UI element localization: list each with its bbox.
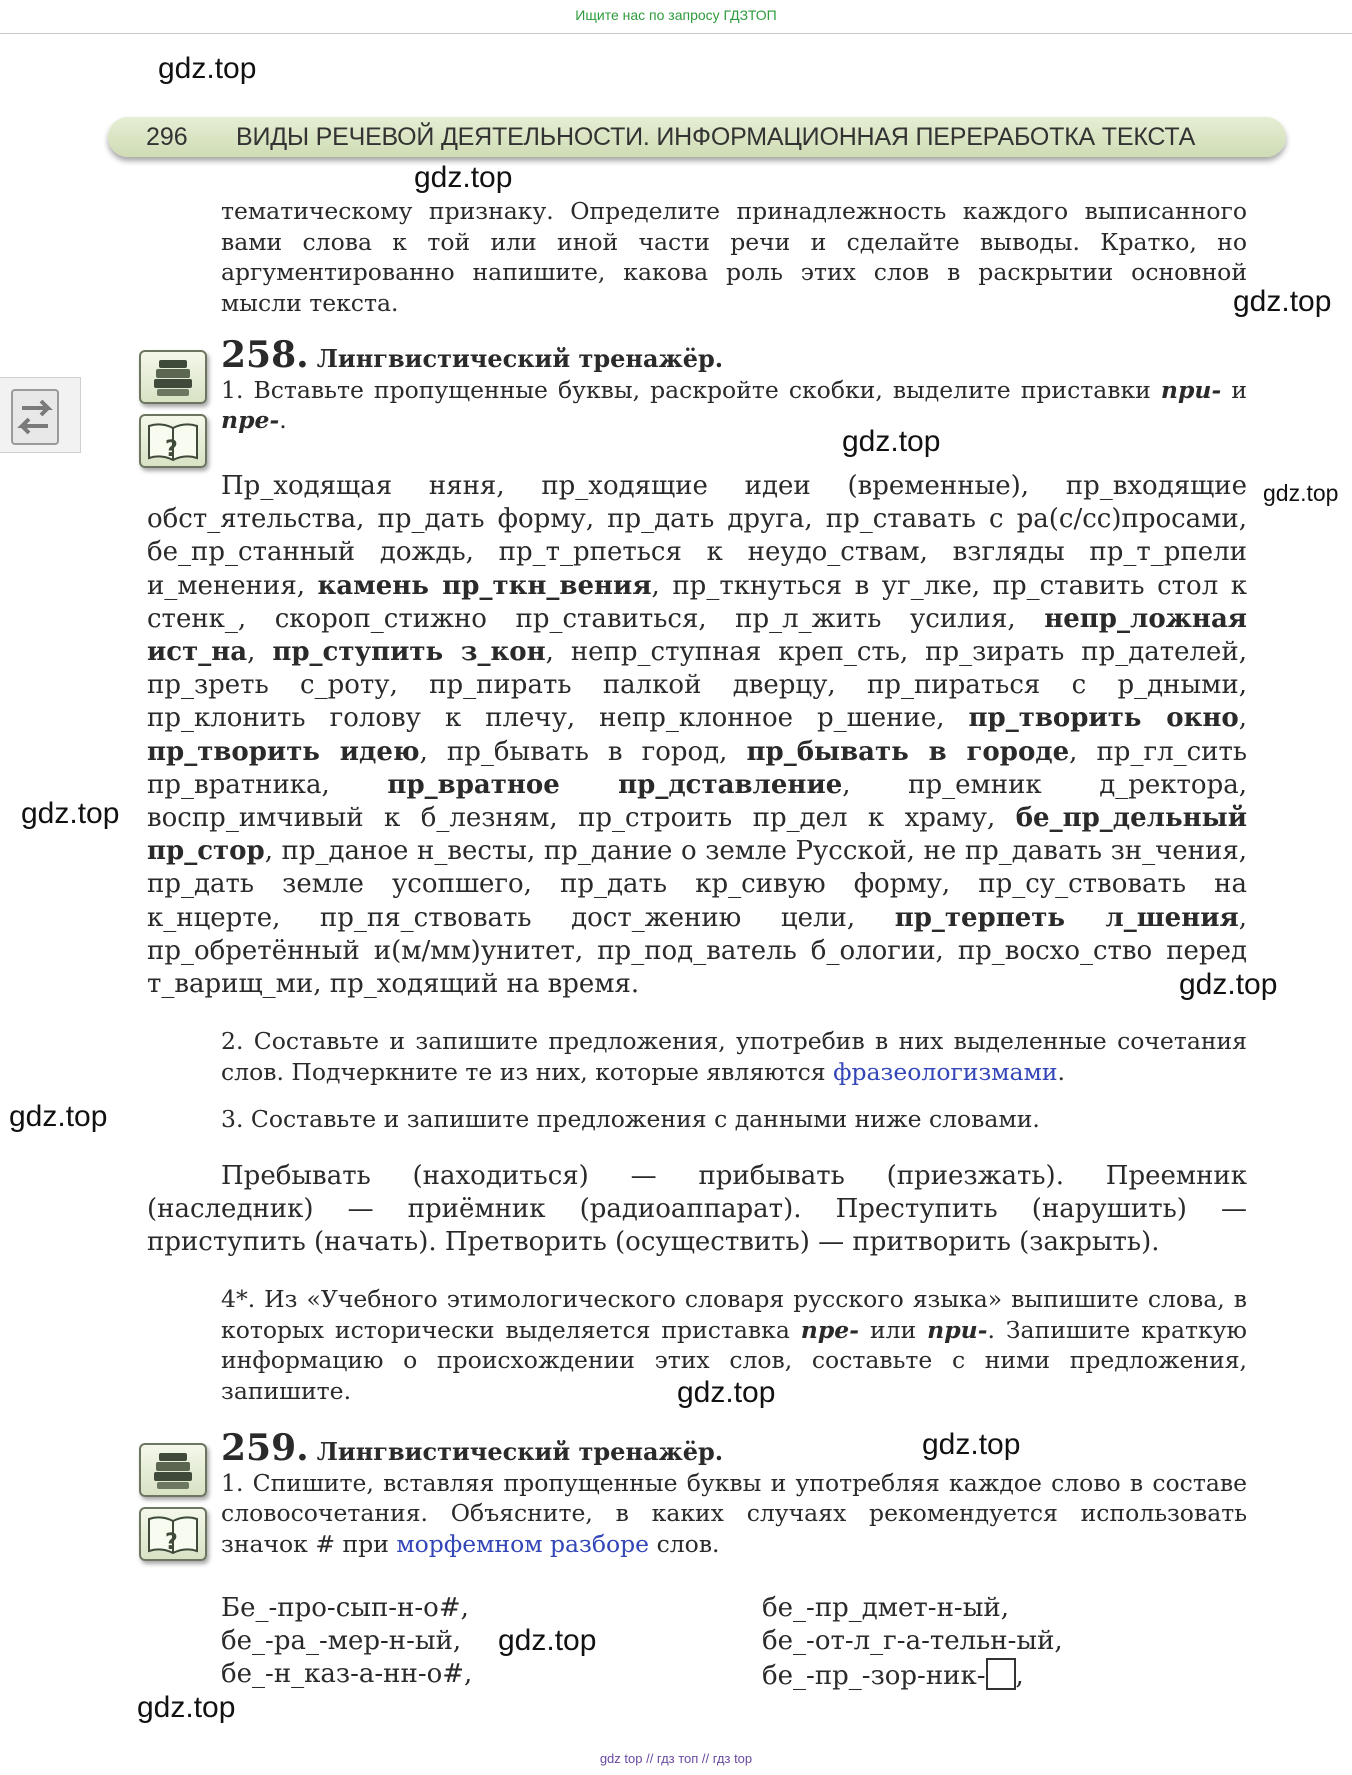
exercise-258-task1: 1. Вставьте пропущенные буквы, раскройте скобки, выделите приставки (221, 375, 1151, 404)
word-pairs-paragraph: Пребывать (находиться) — прибывать (приезжать). Преемник (наследник) — приёмник (радиоаппарат). Преступить (нарушить) — приступить (начать). Претворить (осуществить) — притворить (закрыть). (147, 1161, 1247, 1258)
word-right-3-line (762, 1658, 1024, 1693)
task4-text: 4*. Из «Учебного этимологического словаря русского языка» выпишите слова, в которых исторически выделяется приставка (221, 1285, 1247, 1344)
word-right-3-end: , (1015, 1661, 1024, 1691)
task2-end: . (1057, 1057, 1065, 1086)
body-text: , (247, 637, 256, 668)
highlighted-phrase: пр_творить окно (968, 703, 1239, 734)
watermark: gdz.top (158, 52, 257, 85)
exercise-258-task3: 3. Составьте и запишите предложения с данными ниже словами. (221, 1105, 1040, 1133)
phraseology-link[interactable]: фразеологизмами (833, 1057, 1058, 1086)
body-text: , пр_даное н_весты, пр_дание о земле Русской, не пр_давать зн_чения, пр_дать земле усопшего, пр_дать кр_сивую форму, пр_су_ствовать на к_нцерте, пр_пя_ствовать дост_жению цели, (147, 836, 1247, 933)
word-right-1: бе_-пр_дмет-н-ый, (762, 1593, 1009, 1623)
body-text: , пр_емник д_ректора, воспр_имчивый к б_лезням, пр_строить пр_дел к храму, (147, 769, 1247, 834)
watermark: gdz.top (1233, 285, 1332, 318)
highlighted-phrase: непр_ложная ист_на (147, 603, 1247, 668)
swap-arrows-icon (8, 386, 68, 446)
task2-text: 2. Составьте и запишите предложения, употребив в них выделенные сочетания слов. Подчеркните те из них, которые являются (221, 1027, 1247, 1086)
watermark: gdz.top (414, 161, 513, 194)
highlighted-phrase: пр_творить идею (147, 736, 420, 767)
task1-end: . (279, 406, 287, 434)
svg-text:?: ? (165, 1530, 178, 1555)
chapter-title: ВИДЫ РЕЧЕВОЙ ДЕЯТЕЛЬНОСТИ. ИНФОРМАЦИОННАЯ ПЕРЕРАБОТКА ТЕКСТА (236, 123, 1196, 151)
watermark: gdz.top (9, 1100, 108, 1133)
word-left-1: Бе_-про-сып-н-о#, (221, 1593, 469, 1623)
exercise-258-title: Лингвистический тренажёр. (316, 344, 724, 373)
page-number: 296 (146, 123, 188, 151)
exercise-258-number: 258. (221, 334, 309, 376)
exercise-259-task1: 1. Спишите, вставляя пропущенные буквы и употребляя каждое слово в составе словосочетания. Объясните, в каких случаях рекомендуется использовать значок # при (221, 1468, 1247, 1558)
highlighted-phrase: пр_вратное пр_дставление (387, 769, 843, 800)
watermark: gdz.top (677, 1376, 776, 1409)
top-banner-text: Ищите нас по запросу ГДЗТОП (575, 7, 777, 23)
watermark: gdz.top (1179, 968, 1278, 1001)
morpheme-analysis-link[interactable]: морфемном разборе (396, 1529, 650, 1558)
task1-end: слов. (656, 1529, 720, 1558)
word-left-2: бе_-ра_-мер-н-ый, (221, 1626, 462, 1656)
swap-side-tab[interactable] (0, 377, 81, 453)
highlighted-phrase: пр_бывать в городе (746, 736, 1070, 767)
body-text: , пр_обретённый и(м/мм)унитет, пр_под_ватель б_ологии, пр_восхо_ство перед т_варищ_ми, пр_ходящий на время. (147, 902, 1248, 1000)
prefix-pri: при- (927, 1315, 988, 1344)
prefix-pri: при- (1160, 375, 1222, 404)
exercise-258-task2 (221, 1026, 1247, 1087)
watermark: gdz.top (922, 1428, 1021, 1461)
exercise-258-heading (221, 334, 1247, 436)
zero-ending-box (986, 1658, 1016, 1690)
prefix-pre: пре- (221, 406, 280, 434)
highlighted-phrase: пр_ступить з_кон (272, 637, 546, 668)
exercise-259-title: Лингвистический тренажёр. (316, 1437, 724, 1466)
watermark: gdz.top (842, 425, 941, 458)
conjunction: или (869, 1315, 917, 1344)
body-text: Пр_ходящая няня, пр_ходящие идеи (временные), пр_входящие обст_ятельства, пр_дать форму, пр_дать друга, пр_ставать с ра(с/сс)просами, бе_пр_станный дождь, пр_т_рпеться к неудо_ствам, взгляды пр_т_рпели и_менения, (147, 471, 1247, 601)
conjunction: и (1231, 375, 1247, 404)
exercise-259-heading (221, 1427, 1247, 1559)
watermark: gdz.top (21, 797, 120, 830)
highlighted-phrase: бе_пр_дельный пр_стор (147, 803, 1248, 867)
top-banner-bar (0, 0, 1352, 34)
exercise-259-number: 259. (221, 1427, 309, 1469)
task4-text: . Запишите краткую информацию о происхождении этих слов, составьте с ними предложения, запишите. (221, 1315, 1247, 1405)
highlighted-phrase: пр_терпеть л_шения (894, 902, 1239, 933)
body-text: , пр_ткнуться в уг_лке, пр_ставить стол к стенк_, скороп_стижно пр_ставиться, пр_л_жить усилия, (147, 570, 1248, 634)
intro-paragraph: тематическому признаку. Определите принадлежность каждого выписанного вами слова к той или иной части речи и сделайте выводы. Кратко, но аргументированно напишите, какова роль этих слов в раскрытии основной мысли текста. (221, 197, 1247, 317)
body-text: , пр_гл_сить пр_вратника, (147, 736, 1248, 800)
body-text: , (1238, 703, 1247, 734)
watermark: gdz.top (1263, 480, 1339, 506)
books-icon (139, 350, 207, 404)
word-right-3: бе_-пр_-зор-ник- (762, 1661, 986, 1691)
exercise-258-body (147, 470, 1247, 1001)
svg-text:?: ? (165, 437, 178, 462)
prefix-pre: пре- (800, 1315, 860, 1344)
word-right-2: бе_-от-л_г-а-тельн-ый, (762, 1626, 1063, 1656)
watermark: gdz.top (137, 1691, 236, 1724)
body-text: , пр_бывать в город, (419, 736, 728, 767)
word-left-3: бе_-н_каз-а-нн-о#, (221, 1659, 473, 1689)
body-text: , непр_ступная креп_сть, пр_зирать пр_дателей, пр_зреть с_роту, пр_пирать палкой дверцу, пр_пираться с р_дными, пр_клонить голову к плечу, непр_клонное р_шение, (147, 637, 1247, 734)
highlighted-phrase: камень пр_ткн_вения (317, 570, 652, 601)
book-question-icon (139, 1507, 207, 1561)
watermark: gdz.top (498, 1624, 597, 1657)
bottom-watermark-line: gdz top // гдз топ // гдз top (599, 1751, 753, 1766)
book-question-icon (139, 414, 207, 468)
books-icon (139, 1443, 207, 1497)
